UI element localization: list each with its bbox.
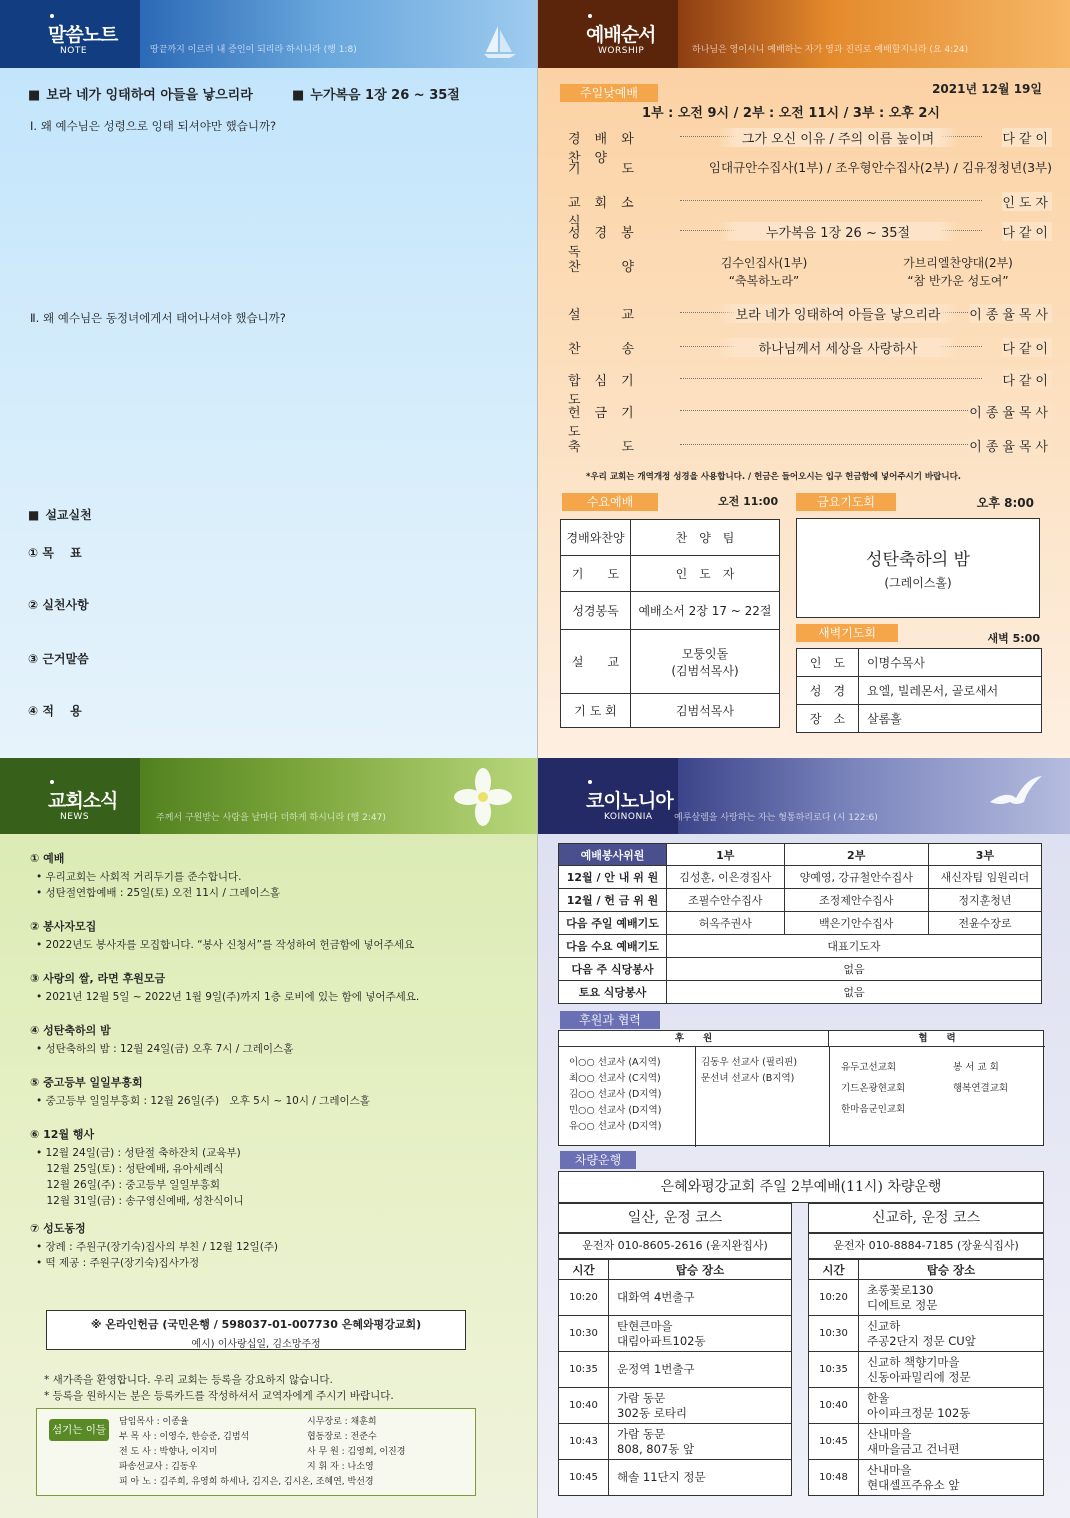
worship-row xyxy=(568,304,1052,334)
koinonia-header xyxy=(538,758,1070,834)
worship-row-leader: 다같이 xyxy=(1002,222,1052,241)
support-entry: 봉 서 교 회 xyxy=(953,1062,999,1073)
friday-time: 오후 8:00 xyxy=(976,496,1034,510)
news-sub: NEWS xyxy=(60,812,90,822)
sailboat-icon xyxy=(480,22,520,62)
worship-row xyxy=(568,436,1052,466)
support-entry: 김동우 선교사 (필리핀) xyxy=(701,1057,798,1068)
worship-row-leader: 다같이 xyxy=(1002,338,1052,357)
duty-head-cell: 1부 xyxy=(667,844,785,866)
worship-row-content: 그가 오신 이유 / 주의 이름 높이며 xyxy=(718,128,958,147)
duty-row xyxy=(559,981,1042,1004)
news-item-line: • 12월 24일(금) : 성탄절 축하잔치 (교육부) xyxy=(36,1147,241,1159)
news-item-heading: ⑥ 12월 행사 xyxy=(30,1128,95,1141)
stop-place: 한울 아이파크정문 102동 xyxy=(859,1388,1044,1424)
duty-row xyxy=(559,912,1042,935)
sermon-note-sub: NOTE xyxy=(60,46,88,56)
news-verse: 주께서 구원받는 사람을 날마다 더하게 하시니라 (행 2:47) xyxy=(156,813,386,823)
news-item xyxy=(30,1220,510,1271)
stops-head-time: 시간 xyxy=(559,1260,609,1280)
support-head: 후 원 xyxy=(559,1031,829,1047)
duty-cell: 전윤수장로 xyxy=(928,912,1041,935)
sunday-worship-tag: 주일낮예배 xyxy=(560,84,658,102)
worship-row xyxy=(568,158,1052,188)
worship-times: 1부 : 오전 9시 / 2부 : 오전 11시 / 3부 : 오후 2시 xyxy=(642,106,940,121)
wednesday-row-label: 기 도 xyxy=(561,556,631,592)
coop-list-a xyxy=(841,1057,905,1120)
duty-cell: 정지훈청년 xyxy=(928,889,1041,912)
worship-row-label: 기 도 xyxy=(568,162,649,177)
stop-time: 10:35 xyxy=(809,1352,859,1388)
wednesday-row xyxy=(561,556,780,592)
wednesday-table xyxy=(560,519,780,728)
question-2: Ⅱ. 왜 예수님은 동정녀에게서 태어나셔야 했습니까? xyxy=(30,311,286,325)
stop-place: 탄현큰마을 대림아파트102동 xyxy=(609,1316,792,1352)
question-1: Ⅰ. 왜 예수님은 성령으로 잉태 되셔야만 했습니까? xyxy=(30,119,277,133)
support-entry: 기드온광현교회 xyxy=(841,1083,906,1094)
wednesday-row-label: 성경봉독 xyxy=(561,592,631,630)
duty-cell: 김성훈, 이은경집사 xyxy=(667,866,785,889)
sermon-note-panel xyxy=(0,0,538,758)
duty-head-cell: 2부 xyxy=(784,844,928,866)
staff-tag: 섬기는 이들 xyxy=(49,1419,109,1441)
choir-2-song: “참 반가운 성도여” xyxy=(907,274,1009,288)
stop-time: 10:35 xyxy=(559,1352,609,1388)
worship-title: 예배순서 xyxy=(586,24,656,46)
stop-row xyxy=(559,1460,792,1496)
duty-row xyxy=(559,889,1042,912)
wednesday-row-value: 인 도 자 xyxy=(631,556,780,592)
worship-row-leader: 이종율목사 xyxy=(969,402,1052,421)
wednesday-row xyxy=(561,592,780,630)
support-entry: 문선녀 선교사 (B지역) xyxy=(701,1073,795,1084)
stop-time: 10:45 xyxy=(559,1460,609,1496)
choir-1: 김수인집사(1부) xyxy=(720,256,808,270)
worship-row-label: 성경봉독 xyxy=(568,226,648,260)
worship-row-label: 축 도 xyxy=(568,440,649,455)
worship-row-label: 경배와찬양 xyxy=(568,132,648,166)
duty-row xyxy=(559,866,1042,889)
worship-row-label: 찬 송 xyxy=(568,342,649,357)
stop-row xyxy=(559,1316,792,1352)
stop-time: 10:30 xyxy=(809,1316,859,1352)
news-item-line: 12월 25일(토) : 성탄예배, 유아세례식 xyxy=(36,1163,224,1175)
coop-list-b xyxy=(953,1057,1008,1099)
staff-right xyxy=(307,1415,405,1475)
stops-head-time: 시간 xyxy=(809,1260,859,1280)
stop-place: 운정역 1번출구 xyxy=(609,1352,792,1388)
worship-row xyxy=(568,338,1052,368)
worship-row xyxy=(568,402,1052,440)
duty-cell: 새신자팀 임원리더 xyxy=(928,866,1041,889)
news-item xyxy=(30,970,510,1005)
duty-cell: 다음 주 식당봉사 xyxy=(559,958,667,981)
stop-time: 10:43 xyxy=(559,1424,609,1460)
online-offering-example: 예시) 이사랑십일, 김소망주정 xyxy=(191,1339,321,1350)
worship-row-content: 하나님께서 세상을 사랑하사 xyxy=(718,338,958,357)
duty-head-cell: 예배봉사위원 xyxy=(559,844,667,866)
news-item-heading: ⑤ 중고등부 일일부흥회 xyxy=(30,1076,143,1089)
support-entry: 한마음군인교회 xyxy=(841,1104,906,1115)
stops-head-place: 탑승 장소 xyxy=(609,1260,792,1280)
staff-box xyxy=(36,1408,476,1496)
dawn-table xyxy=(796,648,1042,733)
staff-line: 파송선교사 : 김동우 xyxy=(119,1462,198,1472)
koinonia-sub: KOINONIA xyxy=(604,812,653,822)
staff-line: 사 무 원 : 김영희, 이진경 xyxy=(307,1447,406,1457)
news-item-heading: ⑦ 성도동정 xyxy=(30,1222,86,1235)
worship-order-panel xyxy=(538,0,1070,758)
worship-date: 2021년 12월 19일 xyxy=(932,82,1042,96)
news-item-line: • 성탄절연합예배 : 25일(토) 오전 11시 / 그레이스홀 xyxy=(36,887,280,899)
duty-row xyxy=(559,935,1042,958)
stop-time: 10:20 xyxy=(809,1280,859,1316)
worship-row-leader: 다같이 xyxy=(1002,128,1052,147)
car-title: 은혜와평강교회 주일 2부예배(11시) 차량운행 xyxy=(558,1171,1044,1203)
news-title: 교회소식 xyxy=(48,790,118,812)
support-entry: 유○○ 선교사 (D지역) xyxy=(569,1121,662,1132)
friday-box xyxy=(796,518,1040,618)
dawn-tag: 새벽기도회 xyxy=(796,624,898,642)
worship-row-label: 설 교 xyxy=(568,308,649,323)
koinonia-title: 코이노니아 xyxy=(586,790,673,812)
stop-row xyxy=(559,1388,792,1424)
koinonia-verse: 예루살렘을 사랑하는 자는 형통하리로다 (시 122:6) xyxy=(674,813,878,823)
worship-row-leader: 인도자 xyxy=(1002,192,1052,211)
duty-row xyxy=(559,958,1042,981)
news-item-heading: ② 봉사자모집 xyxy=(30,920,97,933)
news-item-line: • 떡 제공 : 주원구(장기숙)집사가정 xyxy=(36,1257,200,1269)
wednesday-row-value: 예배소서 2장 17 ~ 22절 xyxy=(631,592,780,630)
stop-row xyxy=(809,1316,1044,1352)
practice-apply: ④ 적 용 xyxy=(28,704,82,718)
stop-place: 대화역 4번출구 xyxy=(609,1280,792,1316)
stop-time: 10:48 xyxy=(809,1460,859,1496)
sermon-note-title: 말씀노트 xyxy=(48,24,118,46)
dawn-row-value: 이명수목사 xyxy=(859,649,1042,677)
stops-table-2 xyxy=(808,1259,1044,1496)
worship-row-leader: 이종율목사 xyxy=(969,436,1052,455)
wednesday-tag: 수요예배 xyxy=(562,493,658,511)
duty-cell: 백은기안수집사 xyxy=(784,912,928,935)
online-offering: ※ 온라인헌금 (국민은행 / 598037-01-007730 은혜와평강교회) xyxy=(90,1318,422,1331)
worship-row-label: 찬 양 xyxy=(568,260,649,275)
stop-place: 산내마을 새마을금고 건너편 xyxy=(859,1424,1044,1460)
duty-cell: 양예영, 강규철안수집사 xyxy=(784,866,928,889)
staff-line: 담임목사 : 이종율 xyxy=(119,1417,189,1427)
bird-icon xyxy=(986,772,1046,822)
worship-notice: *우리 교회는 개역개정 성경을 사용합니다. / 헌금은 들어오시는 입구 헌금함에 넣어주시기 바랍니다. xyxy=(586,472,962,482)
dawn-row xyxy=(797,649,1042,677)
duty-cell: 토요 식당봉사 xyxy=(559,981,667,1004)
staff-line: 시무장로 : 채훈희 xyxy=(307,1417,377,1427)
wednesday-row-label: 경배와찬양 xyxy=(561,520,631,556)
koinonia-panel xyxy=(538,758,1070,1518)
support-entry: 민○○ 선교사 (D지역) xyxy=(569,1105,662,1116)
stop-row xyxy=(809,1280,1044,1316)
welcome-line-1: * 새가족을 환영합니다. 우리 교회는 등록을 강요하지 않습니다. xyxy=(44,1374,333,1386)
wednesday-row-label: 설 교 xyxy=(561,630,631,694)
stop-row xyxy=(809,1424,1044,1460)
worship-row-leader: 이종율목사 xyxy=(969,304,1052,323)
duty-cell: 12월 / 헌 금 위 원 xyxy=(559,889,667,912)
course-1: 일산, 운정 코스 xyxy=(558,1203,792,1233)
online-offering-box xyxy=(46,1310,466,1350)
support-box xyxy=(558,1030,1044,1146)
stops-head-row xyxy=(559,1260,792,1280)
car-tag: 차량운행 xyxy=(560,1151,636,1169)
driver-2: 운전자 010-8884-7185 (장윤식집사) xyxy=(808,1233,1044,1259)
news-item-line: 12월 26일(주) : 중고등부 일일부흥회 xyxy=(36,1179,221,1191)
news-item xyxy=(30,1022,510,1057)
sermon-title: ■ 보라 네가 잉태하여 아들을 낳으리라 xyxy=(28,84,253,103)
wednesday-time: 오전 11:00 xyxy=(718,495,779,508)
stop-row xyxy=(559,1352,792,1388)
church-news-panel xyxy=(0,758,538,1518)
dawn-row-value: 살롬홀 xyxy=(859,705,1042,733)
staff-line: 전 도 사 : 박향나, 이지미 xyxy=(119,1447,218,1457)
dawn-row-label: 장 소 xyxy=(797,705,859,733)
wednesday-row-label: 기 도 회 xyxy=(561,694,631,728)
worship-verse: 하나님은 영이시니 예배하는 자가 영과 진리로 예배할지니라 (요 4:24) xyxy=(692,45,969,55)
sermon-note-header xyxy=(0,0,537,68)
sermon-passage: ■ 누가복음 1장 26 ~ 35절 xyxy=(292,84,460,103)
dawn-row-label: 성 경 xyxy=(797,677,859,705)
stop-place: 산내마을 현대셀프주유소 앞 xyxy=(859,1460,1044,1496)
stops-head-row xyxy=(809,1260,1044,1280)
wednesday-row-value: 김범석목사 xyxy=(631,694,780,728)
stop-time: 10:40 xyxy=(559,1388,609,1424)
wednesday-row xyxy=(561,694,780,728)
dawn-row xyxy=(797,677,1042,705)
support-tag: 후원과 협력 xyxy=(560,1011,660,1029)
wednesday-row-value: 찬 양 팀 xyxy=(631,520,780,556)
dawn-time: 새벽 5:00 xyxy=(987,632,1040,645)
news-item-line: • 중고등부 일일부흥회 : 12월 26일(주) 오후 5시 ~ 10시 / 그레이스홀 xyxy=(36,1095,370,1107)
news-item xyxy=(30,1126,510,1209)
friday-main: 성탄축하의 밤 xyxy=(866,550,970,570)
stop-place: 초롱꽃로130 디에트로 정문 xyxy=(859,1280,1044,1316)
news-header xyxy=(0,758,537,834)
stop-time: 10:30 xyxy=(559,1316,609,1352)
news-item xyxy=(30,918,510,953)
news-item-line: • 장례 : 주원구(장기숙)집사의 부친 / 12월 12일(주) xyxy=(36,1241,279,1253)
duty-cell: 조정제안수집사 xyxy=(784,889,928,912)
news-item xyxy=(30,850,510,901)
friday-place: (그레이스홀) xyxy=(884,576,952,590)
worship-row xyxy=(568,128,1052,166)
driver-1: 운전자 010-8605-2616 (윤지완집사) xyxy=(558,1233,792,1259)
worship-row xyxy=(568,370,1052,408)
practice-goal: ① 목 표 xyxy=(28,546,82,560)
stop-place: 가람 동문 302동 로타리 xyxy=(609,1388,792,1424)
sermon-note-verse: 땅끝까지 이르러 내 증인이 되리라 하시니라 (행 1:8) xyxy=(150,45,357,55)
practice-heading: ■ 설교실천 xyxy=(28,506,92,523)
stop-row xyxy=(559,1424,792,1460)
staff-line: 피 아 노 : 김주희, 유영희 하세나, 김지은, 김시온, 조혜연, 박선경 xyxy=(119,1477,374,1487)
practice-verse: ③ 근거말씀 xyxy=(28,652,89,666)
duty-table xyxy=(558,843,1042,1004)
worship-sub: WORSHIP xyxy=(598,46,645,56)
support-entry: 김○○ 선교사 (D지역) xyxy=(569,1089,662,1100)
duty-cell: 대표기도자 xyxy=(667,935,1042,958)
practice-action: ② 실천사항 xyxy=(28,598,89,612)
stops-head-place: 탑승 장소 xyxy=(859,1260,1044,1280)
duty-cell: 없음 xyxy=(667,958,1042,981)
duty-cell: 허옥주권사 xyxy=(667,912,785,935)
worship-row-content: 누가복음 1장 26 ~ 35절 xyxy=(718,222,958,241)
worship-row-label: 합심기도 xyxy=(568,374,648,408)
news-item-line: • 성탄축하의 밤 : 12월 24일(금) 오후 7시 / 그레이스홀 xyxy=(36,1043,294,1055)
flower-icon xyxy=(448,764,518,830)
support-entry: 이○○ 선교사 (A지역) xyxy=(569,1057,661,1068)
dawn-row-value: 요엘, 빌레몬서, 골로새서 xyxy=(859,677,1042,705)
duty-head-cell: 3부 xyxy=(928,844,1041,866)
friday-tag: 금요기도회 xyxy=(796,493,896,511)
staff-line: 협동장로 : 전준수 xyxy=(307,1432,377,1442)
news-item-heading: ③ 사랑의 쌀, 라면 후원모금 xyxy=(30,972,166,985)
worship-row-content: 임대규안수집사(1부) / 조우형안수집사(2부) / 김유정청년(3부) xyxy=(708,160,1052,175)
support-entry: 행복연결교회 xyxy=(953,1083,1009,1094)
duty-head-row xyxy=(559,844,1042,866)
news-item-line: 12월 31일(금) : 송구영신예배, 성찬식이니 xyxy=(36,1195,244,1207)
stop-row xyxy=(809,1352,1044,1388)
stop-row xyxy=(559,1280,792,1316)
stop-time: 10:40 xyxy=(809,1388,859,1424)
support-list-b xyxy=(701,1055,797,1087)
choir-1-song: “축복하노라” xyxy=(728,274,800,288)
worship-row-content: 보라 네가 잉태하여 아들을 낳으리라 xyxy=(718,304,958,323)
stop-time: 10:20 xyxy=(559,1280,609,1316)
stop-time: 10:45 xyxy=(809,1424,859,1460)
worship-row-label: 헌금기도 xyxy=(568,406,648,440)
course-2: 신교하, 운정 코스 xyxy=(808,1203,1044,1233)
support-list-a xyxy=(569,1055,661,1135)
support-entry: 유두고선교회 xyxy=(841,1062,897,1073)
stops-table-1 xyxy=(558,1259,792,1496)
stop-place: 신교하 주공2단지 정문 CU앞 xyxy=(859,1316,1044,1352)
stop-place: 신교하 책향기마을 신동아파밀리에 정문 xyxy=(859,1352,1044,1388)
worship-header xyxy=(538,0,1070,68)
news-item-line: • 2021년 12월 5일 ~ 2022년 1월 9일(주)까지 1층 로비에 있는 함에 넣어주세요. xyxy=(36,991,420,1003)
duty-cell: 12월 / 안 내 위 원 xyxy=(559,866,667,889)
dawn-row-label: 인 도 xyxy=(797,649,859,677)
coop-head: 협 력 xyxy=(829,1031,1045,1047)
wednesday-row xyxy=(561,520,780,556)
news-item-line: • 2022년도 봉사자를 모집합니다. “봉사 신청서”를 작성하여 헌금함에 넣어주세요 xyxy=(36,939,415,951)
dawn-row xyxy=(797,705,1042,733)
stop-row xyxy=(809,1388,1044,1424)
wednesday-row xyxy=(561,630,780,694)
staff-line: 부 목 사 : 이영수, 한승준, 김범석 xyxy=(119,1432,250,1442)
staff-line: 지 휘 자 : 나소영 xyxy=(307,1462,374,1472)
worship-row-leader: 다같이 xyxy=(1002,370,1052,389)
duty-cell: 다음 수요 예배기도 xyxy=(559,935,667,958)
stop-row xyxy=(809,1460,1044,1496)
choir-2: 가브리엘찬양대(2부) xyxy=(903,256,1013,270)
duty-cell: 없음 xyxy=(667,981,1042,1004)
news-item-line: • 우리교회는 사회적 거리두기를 준수합니다. xyxy=(36,871,242,883)
news-item xyxy=(30,1074,510,1109)
worship-row xyxy=(568,192,1052,230)
stop-place: 가람 동문 808, 807동 앞 xyxy=(609,1424,792,1460)
worship-row xyxy=(568,222,1052,260)
wednesday-row-value: 모퉁잇돌 (김범석목사) xyxy=(631,630,780,694)
duty-cell: 조필수안수집사 xyxy=(667,889,785,912)
news-item-heading: ④ 성탄축하의 밤 xyxy=(30,1024,111,1037)
stop-place: 해솔 11단지 정문 xyxy=(609,1460,792,1496)
duty-cell: 다음 주일 예배기도 xyxy=(559,912,667,935)
support-entry: 최○○ 선교사 (C지역) xyxy=(569,1073,661,1084)
news-item-heading: ① 예배 xyxy=(30,852,65,865)
welcome-line-2: * 등록을 원하시는 분은 등록카드를 작성하셔서 교역자에게 주시기 바랍니다. xyxy=(44,1390,394,1402)
worship-row-label: 교회소식 xyxy=(568,196,648,230)
